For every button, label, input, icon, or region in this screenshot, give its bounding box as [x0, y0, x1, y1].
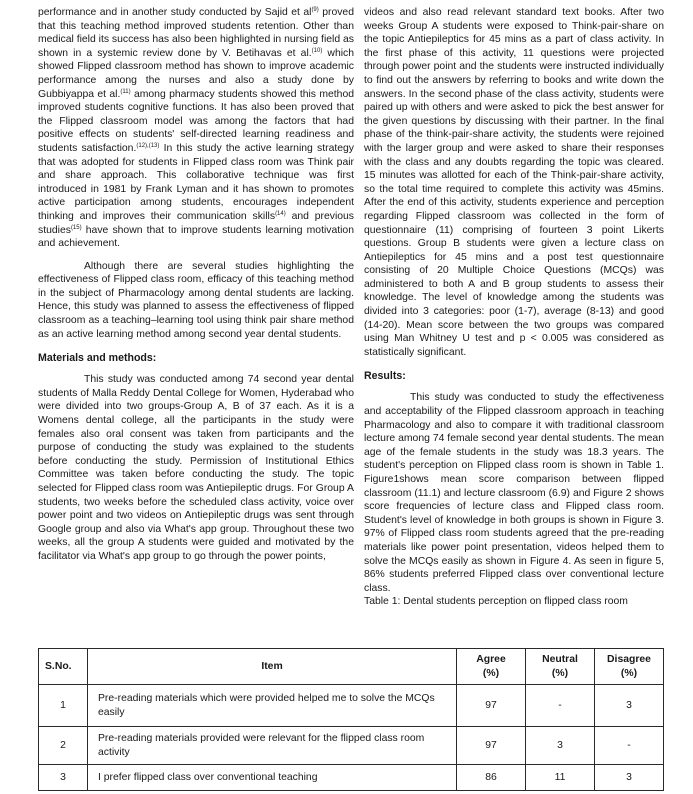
citation-marker: (12),(13)	[136, 142, 160, 149]
header-disagree	[595, 649, 664, 685]
header-neutral-unit: (%)	[551, 667, 569, 679]
header-sno: S.No.	[39, 649, 88, 685]
header-item: Item	[88, 649, 457, 685]
left-column	[38, 6, 354, 564]
right-column	[364, 6, 664, 609]
header-disagree-unit: (%)	[620, 667, 638, 679]
row-neutral: 3	[526, 727, 595, 765]
header-disagree-label: Disagree	[607, 654, 651, 666]
row-item: Pre-reading materials provided were relevant for the flipped class room activity	[88, 727, 457, 765]
results-paragraph: This study was conducted to study the effectiveness and acceptability of the Flipped classroom approach in teaching Pharmacology and also to compare it with traditional classroom lecture among 74 female second year dental students. The mean age of the female students in the study was 18.3 years. The student's perception on Flipped class room is shown in Table 1. Figure1shows mean score comparison between flipped classroom (11.1) and lecture classroom (6.9) and Figure 2 shows score frequencies of lecture class and Flipped class room. Student's level of knowledge in both groups is shown in Figure 3. 97% of Flipped class room students agreed that the pre-reading materials like power point presentation, videos helped them to solve the MCQs easily as shown in Figure 4. As seen in figure 5, 86% students preferred Flipped class over conventional lecture class.	[364, 392, 664, 594]
citation-marker: (10)	[311, 47, 323, 54]
text-run: and previous studies	[38, 210, 355, 236]
rationale-paragraph: Although there are several studies highlighting the effectiveness of Flipped class room, efficacy of this teaching method in the subject of Pharmacology among dental students are lacking. Hence, this study was planned to assess the effectiveness of flipped classroom as a teaching–learning tool using think pair share method as an active learning method among second year dental students.	[38, 260, 354, 340]
row-neutral: 11	[526, 765, 595, 791]
row-disagree: -	[595, 727, 664, 765]
header-agree-label: Agree	[476, 654, 506, 666]
text-run: In this study the active learning strategy that was adopted for students in Flipped class room was Think pair and share approach. This collaborative technique was first introduced in 1981 by Frank Lyman and it has shown to promotes active participation among students, encourages independent thinking and improves their communication skills	[38, 142, 354, 222]
text-run: among pharmacy students showed this method improved students cognitive functions. It has also been proved that the Flipped classroom model was among the factors that had positive effects on students' self-directed learning readiness and students satisfaction.	[38, 88, 354, 154]
row-agree: 97	[457, 727, 526, 765]
row-item: I prefer flipped class over conventional teaching	[88, 765, 457, 791]
intro-continued-paragraph	[38, 6, 354, 251]
row-sno: 1	[39, 685, 88, 727]
methods-paragraph: This study was conducted among 74 second year dental students of Malla Reddy Dental College for Women, Hyderabad who were divided into two groups-Group A, B of 37 each. As it is a Womens dental college, all the participants in the study were females also oral consent was taken from participants and the purpose of conducting the study was explained to the students before conducting the study. Permission of Institutional Ethics Committee was taken before conducting the study. The topic selected for Flipped class room was Antiepileptic drugs. For Group A students, two weeks before the scheduled class activity, voice over power point and two videos on Antiepileptic drugs was sent through Google group and also via What's app group. Throughout these two weeks, all the group A students were guided and motivated by the facilitator via What's app group to go through the power points,	[38, 374, 354, 562]
citation-marker: (15)	[70, 224, 82, 231]
perception-table	[38, 648, 664, 791]
perception-table-wrapper	[38, 648, 664, 791]
row-disagree: 3	[595, 765, 664, 791]
header-neutral	[526, 649, 595, 685]
methods-heading: Materials and methods:	[38, 352, 157, 365]
citation-marker: (9)	[311, 7, 319, 13]
row-item: Pre-reading materials which were provided helped me to solve the MCQs easily	[88, 685, 457, 727]
row-sno: 2	[39, 727, 88, 765]
header-agree	[457, 649, 526, 685]
table-header-row	[39, 649, 664, 685]
row-neutral: -	[526, 685, 595, 727]
text-run: which showed Flipped classroom method has shown to improve academic performance among the nurses and also a study done by Gubbiyappa et al.	[38, 47, 355, 100]
results-heading: Results:	[364, 370, 406, 383]
table-caption: Table 1: Dental students perception on flipped class room	[364, 596, 628, 608]
table-row	[39, 765, 664, 791]
row-sno: 3	[39, 765, 88, 791]
text-run: performance and in another study conducted by Sajid et al	[38, 7, 312, 18]
text-run: have shown that to improve students learning motivation and achievement.	[38, 224, 354, 250]
row-agree: 86	[457, 765, 526, 791]
citation-marker: (11)	[120, 88, 131, 95]
row-agree: 97	[457, 685, 526, 727]
header-neutral-label: Neutral	[542, 654, 578, 666]
table-row	[39, 685, 664, 727]
table-row	[39, 727, 664, 765]
citation-marker: (14)	[275, 210, 286, 217]
row-disagree: 3	[595, 685, 664, 727]
methods-continued-paragraph: videos and also read relevant standard text books. After two weeks Group A students were exposed to Think-pair-share on the topic Antiepileptics for 45 mins as a part of class activity. In the first phase of this activity, 11 questions were projected through power point and the students were instructed individually to find out the answers by referring to books and write down the answers. In the second phase of the class activity, students were paired up with others and were asked to pick the best answer for the given questions by discussing with their partner. In the final phase of the think-pair-share activity, the students were rejoined with the larger group and were asked to share their responses with the class and any doubts regarding the topic was cleared. 15 minutes was allotted for each of the Think-pair-share activity, so the total time required to complete this activity was 45mins. After the end of this activity, students experience and perception regarding Flipped classroom was collected in the form of questionnaire (11) comprising of fourteen 3 point Likerts questions. Group B students were given a lecture class on Antiepileptics for 45 mins and a post test questionnaire consisting of 20 Multiple Choice Questions (MCQs) was administered to both A and B group students to assess their knowledge. The level of knowledge among the students was divided into 3 categories: poor (1-7), average (8-13) and good (14-20). Mean score between the two groups was compared using Man Whitney U test and p < 0.005 was considered as statistically significant.	[364, 7, 664, 358]
text-run: proved that this teaching method improved students retention. Other than medical field its success has also been highlighted in nursing field as shown in a systemic review done by V. Betihavas et al.	[38, 7, 354, 59]
header-agree-unit: (%)	[482, 667, 500, 679]
